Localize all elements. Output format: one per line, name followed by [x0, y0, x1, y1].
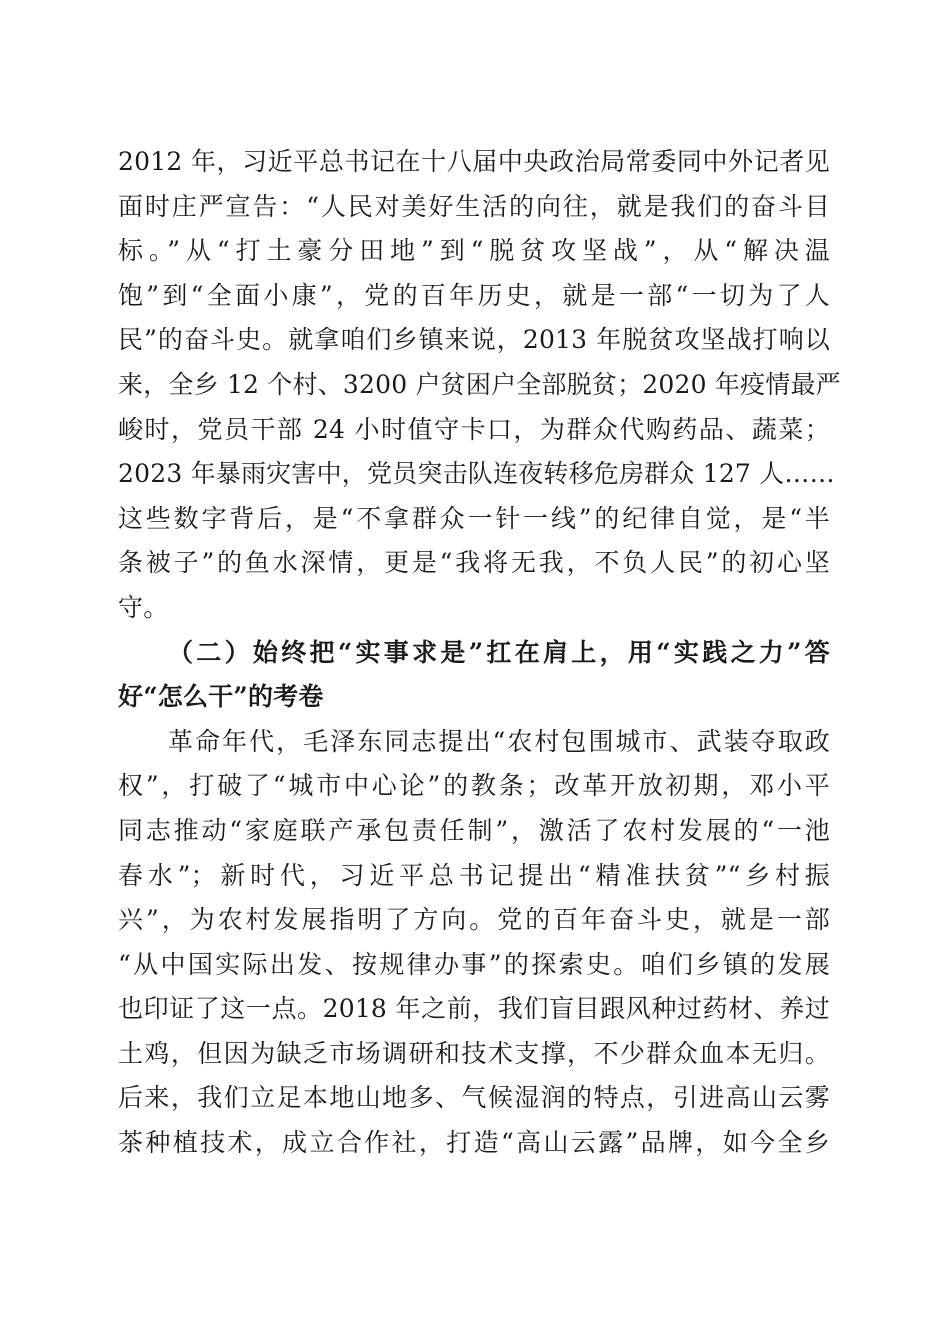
- text-line: 这些数字背后，是“不拿群众一针一线”的纪律自觉，是“半: [118, 503, 830, 533]
- text-line: 面时庄严宣告：“人民对美好生活的向往，就是我们的奋斗目: [118, 191, 830, 221]
- text-line: 来，全乡 12 个村、3200 户贫困户全部脱贫；2020 年疫情最严: [118, 369, 841, 399]
- text-line: 春水”；新时代，习近平总书记提出“精准扶贫”“乡村振: [118, 860, 830, 890]
- text-line: 守。: [118, 592, 169, 622]
- text-line: 革命年代，毛泽东同志提出“农村包围城市、武装夺取政: [168, 726, 830, 756]
- paragraph-seek-truth: [118, 720, 830, 1166]
- heading-line: 好“怎么干”的考卷: [118, 682, 324, 712]
- document-body: [118, 140, 841, 1166]
- text-line: 标。”从“打土豪分田地”到“脱贫攻坚战”，从“解决温: [118, 236, 830, 266]
- text-line: 也印证了这一点。2018 年之前，我们盲目跟风种过药材、养过: [118, 994, 830, 1024]
- text-line: “从中国实际出发、按规律办事”的探索史。咱们乡镇的发展: [118, 949, 830, 979]
- text-line: 条被子”的鱼水深情，更是“我将无我，不负人民”的初心坚: [118, 548, 830, 578]
- section-heading-two: [118, 631, 830, 720]
- paragraph-people-first: [118, 140, 841, 631]
- heading-line: （二）始终把“实事求是”扛在肩上，用“实践之力”答: [168, 637, 830, 667]
- text-line: 权”，打破了“城市中心论”的教条；改革开放初期，邓小平: [118, 771, 830, 801]
- text-line: 峻时，党员干部 24 小时值守卡口，为群众代购药品、蔬菜；: [118, 414, 830, 444]
- text-line: 茶种植技术，成立合作社，打造“高山云露”品牌，如今全乡: [118, 1128, 830, 1158]
- text-line: 兴”，为农村发展指明了方向。党的百年奋斗史，就是一部: [118, 905, 830, 935]
- text-line: 民”的奋斗史。就拿咱们乡镇来说，2013 年脱贫攻坚战打响以: [118, 325, 830, 355]
- text-line: 后来，我们立足本地山地多、气候湿润的特点，引进高山云雾: [118, 1083, 830, 1113]
- text-line: 土鸡，但因为缺乏市场调研和技术支撑，不少群众血本无归。: [118, 1038, 830, 1068]
- text-line: 2023 年暴雨灾害中，党员突击队连夜转移危房群众 127 人……: [118, 459, 835, 489]
- text-line: 2012 年，习近平总书记在十八届中央政治局常委同中外记者见: [118, 147, 830, 176]
- text-line: 同志推动“家庭联产承包责任制”，激活了农村发展的“一池: [118, 815, 830, 845]
- text-line: 饱”到“全面小康”，党的百年历史，就是一部“一切为了人: [118, 280, 830, 310]
